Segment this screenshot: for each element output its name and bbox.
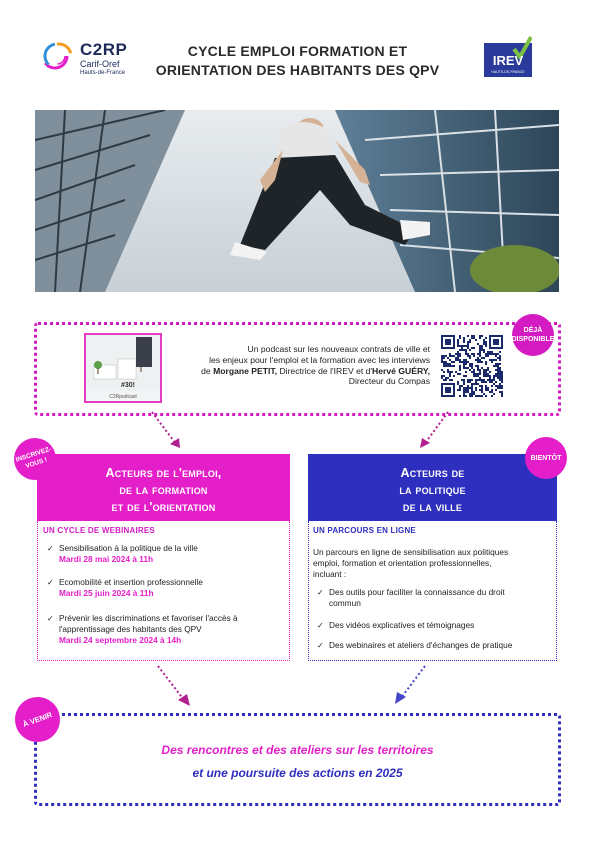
bottom-line1: Des rencontres et des ateliers sur les territoires xyxy=(161,743,434,757)
right-header-title xyxy=(308,465,557,516)
webinar-date: Mardi 24 septembre 2024 à 14h xyxy=(59,635,182,645)
arrow-down-left-icon xyxy=(130,410,190,455)
webinar-item xyxy=(47,613,287,646)
page-title-line2: ORIENTATION DES HABITANTS DES QPV xyxy=(155,62,440,78)
podcast-thumbnail-label: #30! xyxy=(121,382,136,389)
irev-logo xyxy=(484,35,532,77)
podcast-text-line3 xyxy=(160,366,430,377)
left-header-title xyxy=(37,465,290,516)
parcours-item-text: Des outils pour faciliter la connaissance du droit xyxy=(329,587,505,597)
right-intro-line1: Un parcours en ligne de sensibilisation aux politiques xyxy=(313,547,509,557)
right-title-line3: de la ville xyxy=(402,500,463,514)
right-intro-line3: incluant : xyxy=(313,569,347,579)
podcast-description xyxy=(160,344,430,387)
webinar-title-cont: l'apprentissage des habitants des QPV xyxy=(59,624,202,634)
webinar-title: Ecomobilité et insertion professionnelle xyxy=(59,577,203,587)
badge-bientot: BIENTÔT xyxy=(525,437,567,479)
check-icon: ✓ xyxy=(317,621,324,630)
parcours-item xyxy=(317,620,553,631)
podcast-text-line4: Directeur du Compas xyxy=(348,376,430,387)
page-title-line1: CYCLE EMPLOI FORMATION ET xyxy=(187,43,408,59)
left-header xyxy=(37,454,290,521)
webinar-title: Sensibilisation à la politique de la ville xyxy=(59,543,198,553)
c2rp-logo-line1: Carif-Oref xyxy=(80,59,120,69)
right-title-line1: Acteurs de xyxy=(400,466,465,480)
parcours-item xyxy=(317,587,553,609)
podcast-text-line1: Un podcast sur les nouveaux contrats de ville et xyxy=(247,344,430,354)
podcast-thumbnail-caption: C2Rpodcast xyxy=(109,394,137,400)
c2rp-ring-icon xyxy=(40,39,74,73)
right-intro xyxy=(313,547,553,580)
irev-logo-sub: HAUTS-DE-FRANCE xyxy=(491,70,525,74)
badge-inscrivez-vous: INSCRIVEZ-VOUS ! xyxy=(9,433,62,486)
right-subtitle: UN PARCOURS EN LIGNE xyxy=(313,526,416,535)
check-icon: ✓ xyxy=(47,614,54,623)
speaker-1: Morgane PETIT, xyxy=(213,365,278,376)
arrow-down-left-icon xyxy=(385,662,435,712)
check-icon: ✓ xyxy=(317,588,324,597)
parcours-item-text: Des webinaires et ateliers d'échanges de pratique xyxy=(329,640,513,650)
arrow-down-right-icon xyxy=(150,662,200,712)
hero-photo xyxy=(35,110,559,292)
c2rp-logo xyxy=(40,37,150,85)
c2rp-logo-line2: Hauts-de-France xyxy=(80,70,126,76)
parcours-item-text-cont: commun xyxy=(329,598,361,608)
irev-logo-name: IREV xyxy=(492,53,524,68)
right-intro-line2: emploi, formation et orientation professionnelles, xyxy=(313,558,492,568)
badge-deja-disponible: DÉJÀ DISPONIBLE xyxy=(512,314,554,356)
bottom-box xyxy=(34,713,561,806)
left-subtitle: UN CYCLE DE WEBINAIRES xyxy=(43,526,155,535)
podcast-thumbnail[interactable] xyxy=(84,333,162,403)
parcours-item-text: Des vidéos explicatives et témoignages xyxy=(329,620,475,630)
parcours-item xyxy=(317,640,553,651)
check-icon: ✓ xyxy=(47,578,54,587)
webinar-title: Prévenir les discriminations et favoriser l'accès à xyxy=(59,613,238,623)
check-icon: ✓ xyxy=(317,641,324,650)
podcast-text-mid: Directrice de l'IREV et d' xyxy=(277,365,373,376)
right-title-line2: la politique xyxy=(399,483,466,497)
webinar-date: Mardi 25 juin 2024 à 11h xyxy=(59,588,154,598)
arrow-down-right-icon xyxy=(410,410,470,455)
page-title xyxy=(150,42,445,80)
right-header xyxy=(308,454,557,521)
podcast-text-line2: les enjeux pour l'emploi et la formation avec les interviews xyxy=(209,354,430,365)
webinar-date: Mardi 28 mai 2024 à 11h xyxy=(59,554,154,564)
badge-a-venir: À VENIR xyxy=(9,691,67,749)
left-title-line2: de la formation xyxy=(119,483,208,497)
bottom-line2: et une poursuite des actions en 2025 xyxy=(192,766,403,780)
webinar-item xyxy=(47,577,282,599)
left-title-line1: Acteurs de l'emploi, xyxy=(105,466,222,480)
podcast-text-prefix: de xyxy=(201,365,214,376)
qr-code-icon[interactable] xyxy=(441,335,503,397)
left-title-line3: et de l'orientation xyxy=(111,500,216,514)
webinar-item xyxy=(47,543,282,565)
c2rp-logo-name: C2RP xyxy=(80,40,128,59)
check-icon: ✓ xyxy=(47,544,54,553)
speaker-2: Hervé GUÉRY, xyxy=(372,365,430,376)
